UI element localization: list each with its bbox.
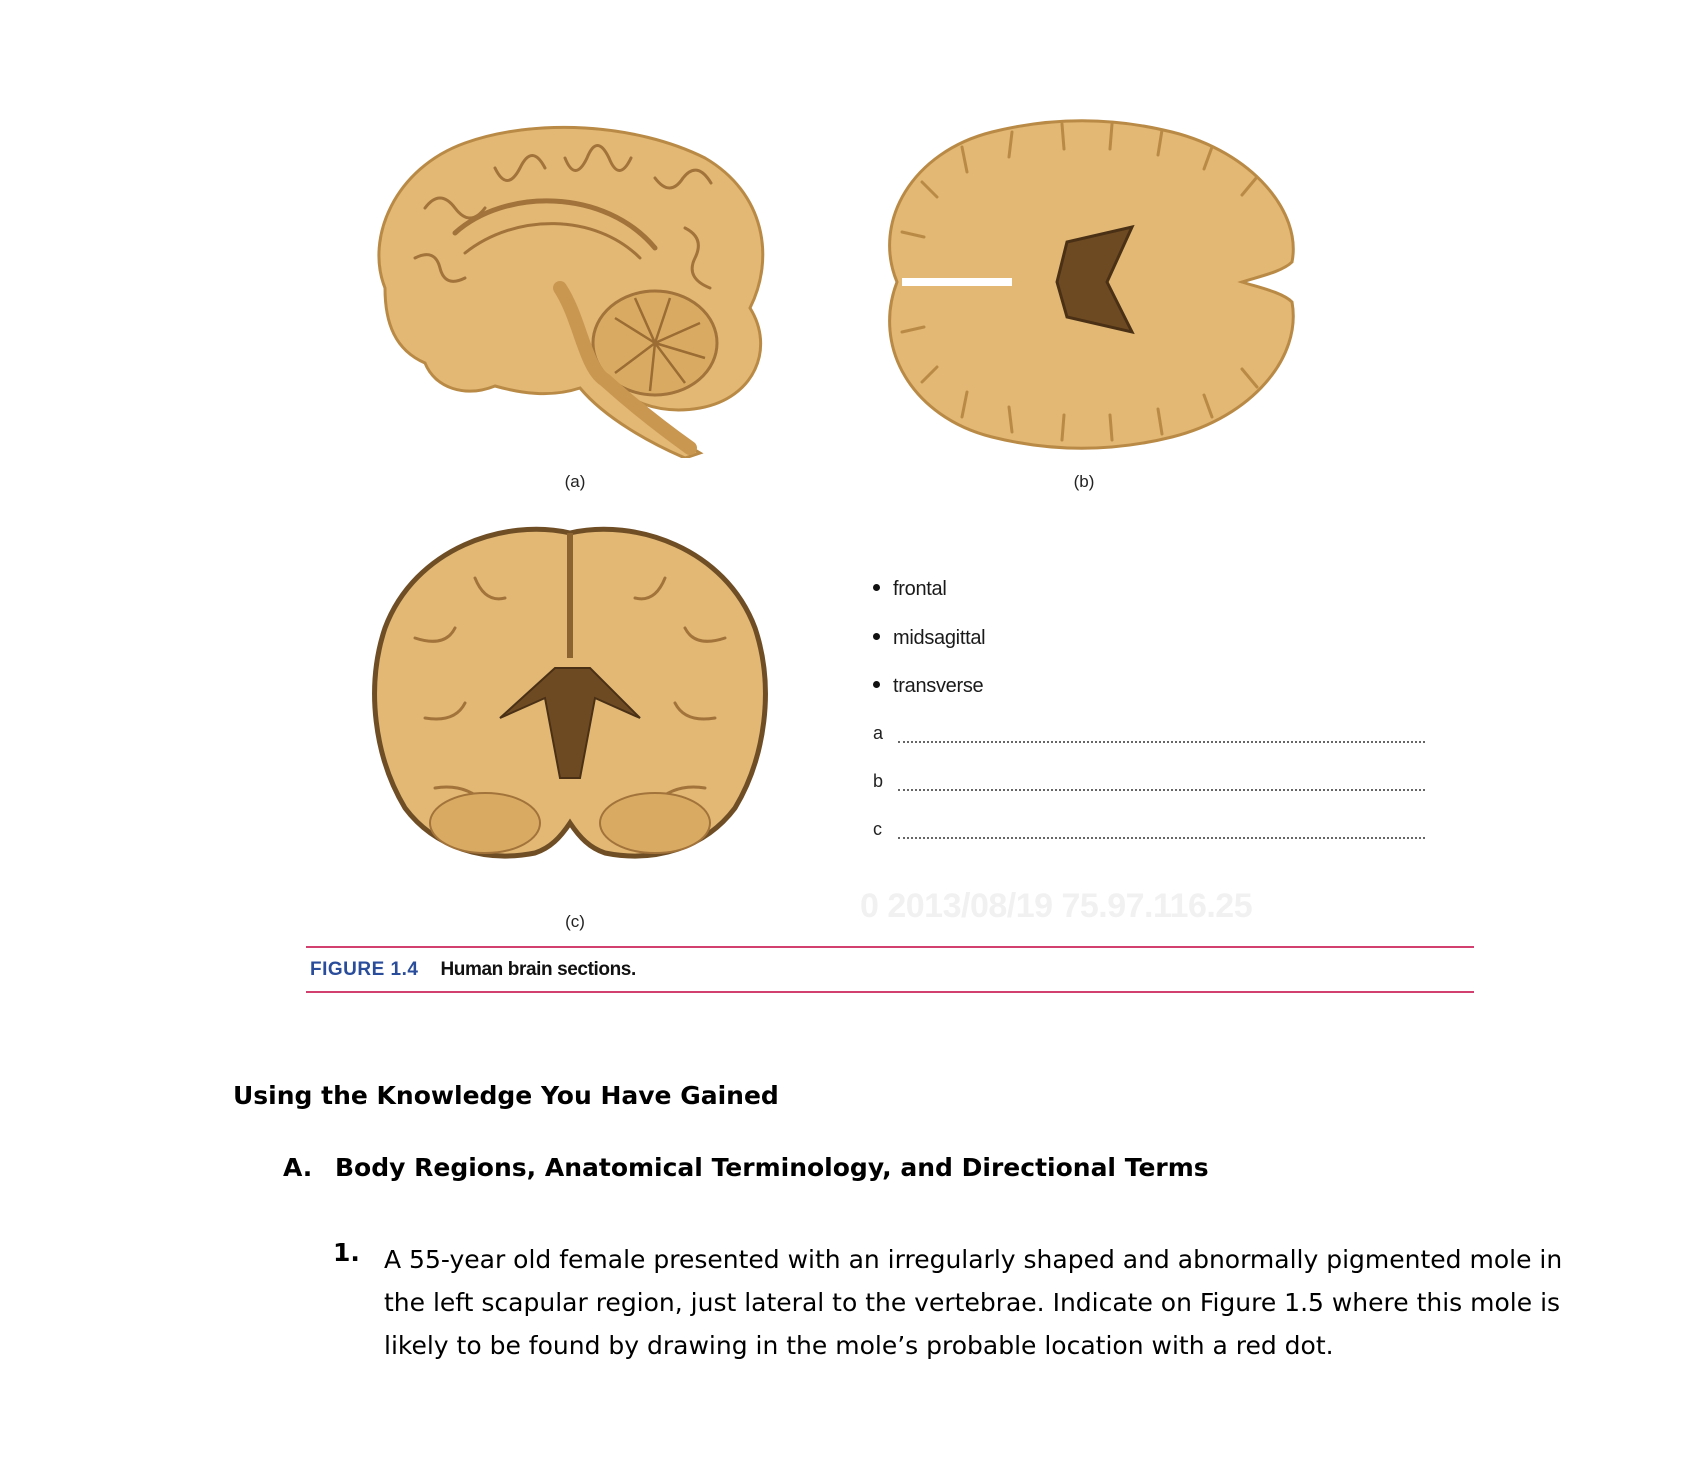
subsection-title: Body Regions, Anatomical Terminology, and Directional Terms bbox=[335, 1153, 1209, 1182]
subsection-heading bbox=[283, 1153, 1209, 1182]
option-frontal bbox=[873, 578, 947, 601]
answer-letter: c bbox=[873, 819, 882, 839]
caption-rule-bottom bbox=[306, 991, 1474, 993]
subsection-letter: A. bbox=[283, 1153, 313, 1182]
figure-caption-text: Human brain sections. bbox=[440, 959, 636, 980]
caption-rule-top bbox=[306, 946, 1474, 948]
bullet-icon bbox=[873, 633, 880, 640]
answer-blank[interactable] bbox=[898, 741, 1425, 743]
answer-line-c[interactable] bbox=[873, 819, 1425, 841]
transverse-brain-image bbox=[862, 112, 1302, 457]
question-number: 1. bbox=[333, 1238, 360, 1267]
panel-label-c: (c) bbox=[565, 912, 585, 931]
answer-blank[interactable] bbox=[898, 789, 1425, 791]
panel-label-a: (a) bbox=[564, 472, 586, 491]
option-label: frontal bbox=[893, 578, 947, 600]
figure-number: FIGURE 1.4 bbox=[310, 959, 419, 980]
answer-blank[interactable] bbox=[898, 837, 1425, 839]
frontal-brain-image bbox=[355, 518, 795, 898]
bullet-icon bbox=[873, 681, 880, 688]
option-transverse bbox=[873, 675, 983, 698]
answer-letter: a bbox=[873, 723, 884, 743]
bullet-icon bbox=[873, 584, 880, 591]
panel-label-b: (b) bbox=[1073, 472, 1095, 491]
option-midsagittal bbox=[873, 627, 985, 650]
answer-line-b[interactable] bbox=[873, 771, 1425, 793]
answer-letter: b bbox=[873, 771, 884, 791]
answer-line-a[interactable] bbox=[873, 723, 1425, 745]
question-text: A 55-year old female presented with an irregularly shaped and abnormally pigmented mole in the left scapular region, just lateral to the vertebrae. Indicate on Figure 1.5 where this mole is likely to be found by drawing in the mole’s probable location with a red dot. bbox=[384, 1245, 1563, 1360]
figure-caption bbox=[310, 959, 636, 981]
watermark: 0 2013/08/19 75.97.116.25 bbox=[860, 887, 1253, 925]
option-label: midsagittal bbox=[893, 627, 986, 649]
midsagittal-brain-image bbox=[355, 118, 795, 458]
section-heading: Using the Knowledge You Have Gained bbox=[233, 1081, 779, 1110]
option-label: transverse bbox=[893, 675, 984, 697]
